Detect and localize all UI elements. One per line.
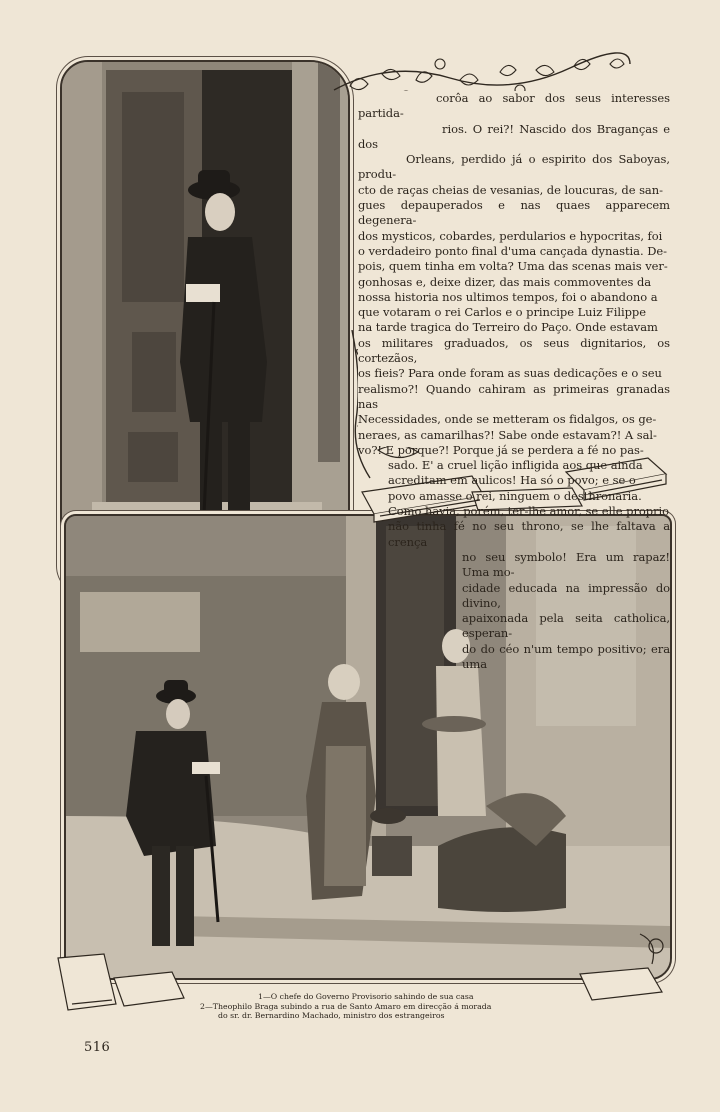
photo-1-scene — [62, 62, 348, 590]
photo-captions — [200, 992, 560, 1021]
caption-2: 2—Theophilo Braga subindo a rua de Santo Amaro em direcção á morada — [200, 1001, 492, 1011]
article-line: na tarde tragica do Terreiro do Paço. Onde estavam — [358, 320, 658, 335]
article-line: vo?! E porque?! Porque já se perdera a fé no pas- — [358, 442, 644, 457]
article-line: neraes, as camarilhas?! Sabe onde estavam?! A sal- — [358, 427, 657, 442]
article-line: Como havia, porém, ter-lhe amor, se elle proprio — [388, 504, 670, 519]
books-ornament-bottom-right-art — [570, 930, 676, 1014]
article-line: cidade educada na impressão do divino, — [462, 580, 670, 610]
article-line: gues depauperados e nas quaes apparecem degenera- — [358, 198, 670, 228]
books-ornament-bottom-left-art — [54, 948, 194, 1018]
article-line: não tinha fé no seu throno, se lhe faltava a crença — [388, 519, 670, 549]
article-line: Necessidades, onde se metteram os fidalgos, os ge- — [358, 412, 657, 427]
article-line: povo amasse o rei, ninguem o desthronaria. — [388, 488, 642, 503]
article-text — [358, 91, 670, 671]
article-line: gonhosas e, deixe dizer, das mais commoventes da — [358, 274, 652, 289]
books-ornament-bottom-left — [54, 948, 194, 1018]
article-line: apaixonada pela seita catholica, esperan- — [462, 611, 670, 641]
article-line: os militares graduados, os seus dignitarios, os cortezãos, — [358, 335, 670, 366]
caption-1: 1—O chefe do Governo Provisorio sahindo de sua casa — [258, 992, 474, 1001]
article-line: realismo?! Quando cahiram as primeiras granadas nas — [358, 381, 670, 411]
page-number: 516 — [84, 1040, 111, 1055]
article-line: Orleans, perdido já o espirito dos Saboyas, produ- — [358, 152, 670, 182]
caption-2-continued: do sr. dr. Bernardino Machado, ministro dos estrangeiros — [218, 1011, 445, 1021]
article-line: o verdadeiro ponto final d'uma cançada dynastia. De- — [358, 243, 667, 258]
photo-chef-at-door — [60, 60, 350, 592]
article-line: nossa historia nos ultimos tempos, foi o abandono a — [358, 289, 658, 304]
article-line: cto de raças cheias de vesanias, de loucuras, de san- — [358, 182, 663, 197]
article-line: corôa ao sabor dos seus interesses partida- — [358, 91, 670, 121]
article-line: dos mysticos, cobardes, perdularios e hypocritas, foi — [358, 228, 663, 243]
books-ornament-bottom-right — [570, 930, 676, 1014]
article-line: do do céo n'um tempo positivo; era uma — [462, 641, 670, 671]
article-line: sado. E' a cruel lição infligida aos que ainda — [388, 458, 643, 473]
article-line: no seu symbolo! Era um rapaz! Uma mo- — [462, 549, 670, 580]
article-line: os fieis? Para onde foram as suas dedicações e o seu — [358, 366, 662, 381]
article-line: acreditam em aulicos! Ha só o povo; e se o — [388, 473, 636, 488]
article-line: que votaram o rei Carlos e o principe Luiz Filippe — [358, 305, 646, 320]
article-line: rios. O rei?! Nascido dos Braganças e dos — [358, 121, 670, 151]
article-line: pois, quem tinha em volta? Uma das scenas mais ver- — [358, 259, 668, 274]
